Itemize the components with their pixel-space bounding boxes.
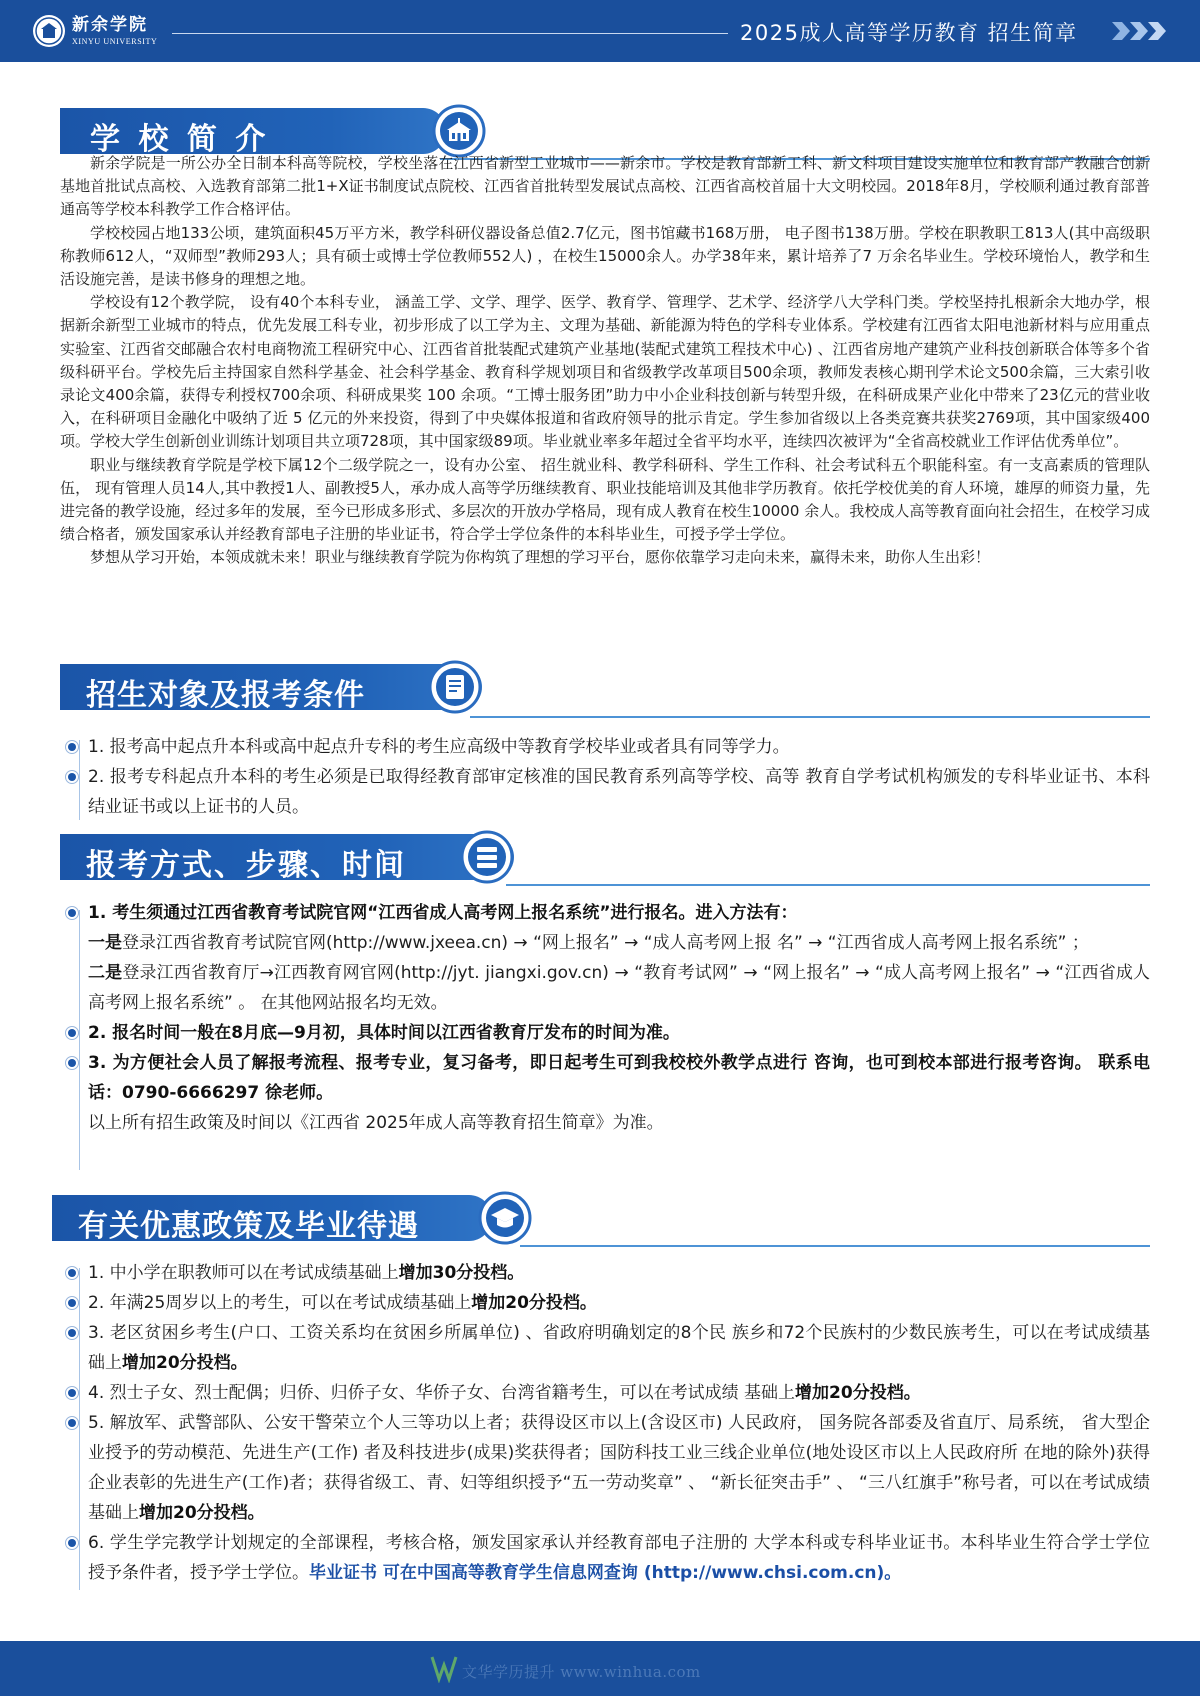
bullet-icon — [65, 770, 79, 784]
intro-paragraph: 学校校园占地133公顷，建筑面积45万平方米，教学科研仪器设备总值2.7亿元，图书馆藏书168万册， 电子图书138万册。学校在职教职工813人(其中高级职称教师612人，“双师型”教师293人；具有硕士或博士学位教师552人) ，在校生15000余人。办学38年来，累计培养了7 万余名毕业生。学校环境怡人，教学和生活设施完善，是读书修身的理想之地。 — [60, 223, 1150, 289]
brochure-title: 2025成人高等学历教育 招生简章 — [740, 21, 1078, 45]
bullet-icon — [65, 1026, 79, 1040]
bullet-icon — [65, 1536, 79, 1550]
section-title-target: 招生对象及报考条件 — [86, 678, 365, 713]
logo-english-name: XINYU UNIVERSITY — [72, 36, 158, 46]
target-list — [88, 732, 1150, 822]
footer-bar — [0, 1641, 1200, 1696]
university-emblem-icon — [32, 14, 66, 48]
bullet-icon — [65, 906, 79, 920]
policy-list — [88, 1258, 1150, 1588]
school-building-icon — [432, 104, 486, 158]
logo-chinese-name: 新余学院 — [72, 14, 148, 35]
intro-paragraph: 学校设有12个教学院， 设有40个本科专业， 涵盖工学、文学、理学、医学、教育学、管理学、艺术学、经济学八大学科门类。学校坚持扎根新余大地办学，根据新余新型工业城市的特点，优先发展工科专业，初步形成了以工学为主、文理为基础、新能源为特色的学科专业体系。学校建有江西省太阳电池新材料与应用重点实验室、江西省交邮融合农村电商物流工程研究中心、江西省首批装配式建筑产业基地(装配式建筑工程技术中心) 、江西省房地产建筑产业科技创新联合体等多个省级科研平台。学校先后主持国家自然科学基金、社会科学基金、教育科学规划项目和省级教学改革项目500余项，教师发表核心期刊学术论文500余篇，三大索引收录论文400余篇，获得专利授权700余项、科研成果奖 100 余项。“工博士服务团”助力中小企业科技创新与转型升级，在科研成果产业化中带来了23亿元的营业收入，在科研项目金融化中吸纳了近 5 亿元的外来投资，得到了中央媒体报道和省政府领导的批示肯定。学生参加省级以上各类竞赛共获奖2769项，其中国家级400项。学校大学生创新创业训练计划项目共立项728项，其中国家级89项。毕业就业率多年超过全省平均水平，连续四次被评为“全省高校就业工作评估优秀单位”。 — [60, 293, 1150, 451]
list-guide-line — [79, 910, 80, 1170]
list-item: 5. 解放军、武警部队、公安干警荣立个人三等功以上者；获得设区市以上(含设区市) 人民政府， 国务院各部委及省直厅、局系统， 省大型企业授予的劳动模范、先进生产(工作) 者及科技进步(成果)奖获得者；国防科技工业三线企业单位(地处设区市以上人民政府所 在地的除外)获得企业表彰的先进生产(工作)者；获得省级工、青、妇等组织授予“五一劳动奖章” 、 “新长征突击手” 、 “三八红旗手”称号者，可以在考试成绩基础上增加20分投档。 — [88, 1408, 1150, 1528]
list-item: 2. 年满25周岁以上的考生，可以在考试成绩基础上增加20分投档。 — [88, 1288, 1150, 1318]
chevrons-right-icon — [1112, 22, 1168, 40]
list-item: 3. 为方便社会人员了解报考流程、报考专业，复习备考，即日起考生可到我校校外教学点进行 咨询，也可到校本部进行报考咨询。 联系电话：0790-6666297 徐老师。 — [88, 1048, 1150, 1108]
section-title-policy: 有关优惠政策及毕业待遇 — [78, 1209, 419, 1244]
list-item: 1. 报考高中起点升本科或高中起点升专科的考生应高级中等教育学校毕业或者具有同等学力。 — [88, 732, 1150, 762]
section-title-intro: 学 校 简 介 — [90, 122, 270, 157]
list-item: 2. 报名时间一般在8月底—9月初，具体时间以江西省教育厅发布的时间为准。 — [88, 1018, 1150, 1048]
list-item: 3. 老区贫困乡考生(户口、工资关系均在贫困乡所属单位) 、省政府明确划定的8个民 族乡和72个民族村的少数民族考生，可以在考试成绩基础上增加20分投档。 — [88, 1318, 1150, 1378]
intro-paragraph: 新余学院是一所公办全日制本科高等院校，学校坐落在江西省新型工业城市——新余市。学校是教育部新工科、新文科项目建设实施单位和教育部产教融合创新基地首批试点高校、入选教育部第二批1+X证书制度试点院校、江西省首批转型发展试点高校、江西省高校首届十大文明校园。2018年8月，学校顺利通过教育部普通高等学校本科教学工作合格评估。 — [60, 154, 1150, 219]
bullet-icon — [65, 740, 79, 754]
list-item: 二是登录江西省教育厅→江西教育网官网(http://jyt. jiangxi.gov.cn) → “教育考试网” → “网上报名” → “成人高考网上报名” → “江西省成人高考网上报名系统” 。 在其他网站报名均无效。 — [88, 963, 1151, 1013]
list-item: 一是登录江西省教育考试院官网(http://www.jxeea.cn) → “网上报名” → “成人高考网上报 名” → “江西省成人高考网上报名系统” ； — [88, 933, 1089, 953]
method-list — [88, 898, 1150, 1138]
list-item: 2. 报考专科起点升本科的考生必须是已取得经教育部审定核准的国民教育系列高等学校、高等 教育自学考试机构颁发的专科毕业证书、本科结业证书或以上证书的人员。 — [88, 762, 1150, 822]
document-list-icon — [428, 660, 482, 714]
policy-note: 以上所有招生政策及时间以《江西省 2025年成人高等教育招生简章》为准。 — [88, 1113, 664, 1133]
school-introduction — [60, 152, 1150, 570]
chsi-verification-link[interactable]: 毕业证书 可在中国高等教育学生信息网查询 (http://www.chsi.com.cn)。 — [309, 1563, 902, 1583]
bullet-icon — [65, 1386, 79, 1400]
bullet-icon — [65, 1056, 79, 1070]
section-title-method: 报考方式、步骤、时间 — [86, 848, 406, 883]
footer-watermark-text: 文华学历提升 www.winhua.com — [462, 1663, 701, 1681]
bullet-icon — [65, 1416, 79, 1430]
list-item: 6. 学生学完教学计划规定的全部课程，考核合格，颁发国家承认并经教育部电子注册的 大学本科或专科毕业证书。本科毕业生符合学士学位授予条件者，授予学士学位。毕业证书 可在中国高等教育学生信息网查询 (http://www.chsi.com.cn)。 — [88, 1528, 1150, 1588]
university-logo — [32, 13, 157, 49]
list-guide-line — [79, 1268, 80, 1590]
list-item: 4. 烈士子女、烈士配偶；归侨、归侨子女、华侨子女、台湾省籍考生，可以在考试成绩 基础上增加20分投档。 — [88, 1378, 1150, 1408]
graduation-cap-icon — [478, 1191, 532, 1245]
watermark-logo-icon — [430, 1653, 458, 1683]
header-divider — [172, 33, 728, 34]
list-guide-line — [79, 740, 80, 820]
steps-icon — [460, 830, 514, 884]
list-item: 1. 考生须通过江西省教育考试院官网“江西省成人高考网上报名系统”进行报名。进入方法有： — [88, 898, 1150, 928]
bullet-icon — [65, 1326, 79, 1340]
intro-paragraph: 梦想从学习开始，本领成就未来！职业与继续教育学院为你构筑了理想的学习平台，愿你依靠学习走向未来，赢得未来，助你人生出彩！ — [90, 548, 991, 567]
bullet-icon — [65, 1266, 79, 1280]
bullet-icon — [65, 1296, 79, 1310]
intro-paragraph: 职业与继续教育学院是学校下属12个二级学院之一，设有办公室、 招生就业科、教学科研科、学生工作科、社会考试科五个职能科室。有一支高素质的管理队伍， 现有管理人员14人,其中教授1人、副教授5人，承办成人高等学历继续教育、职业技能培训及其他非学历教育。依托学校优美的育人环境，雄厚的师资力量，先进完备的教学设施，经过多年的发展，至今已形成多形式、多层次的开放办学格局，现有成人教育在校生10000 余人。我校成人高等教育面向社会招生，在校学习成绩合格者，颁发国家承认并经教育部电子注册的毕业证书，符合学士学位条件的本科毕业生，可授予学士学位。 — [60, 455, 1150, 544]
list-item: 1. 中小学在职教师可以在考试成绩基础上增加30分投档。 — [88, 1258, 1150, 1288]
header-bar — [0, 0, 1200, 62]
